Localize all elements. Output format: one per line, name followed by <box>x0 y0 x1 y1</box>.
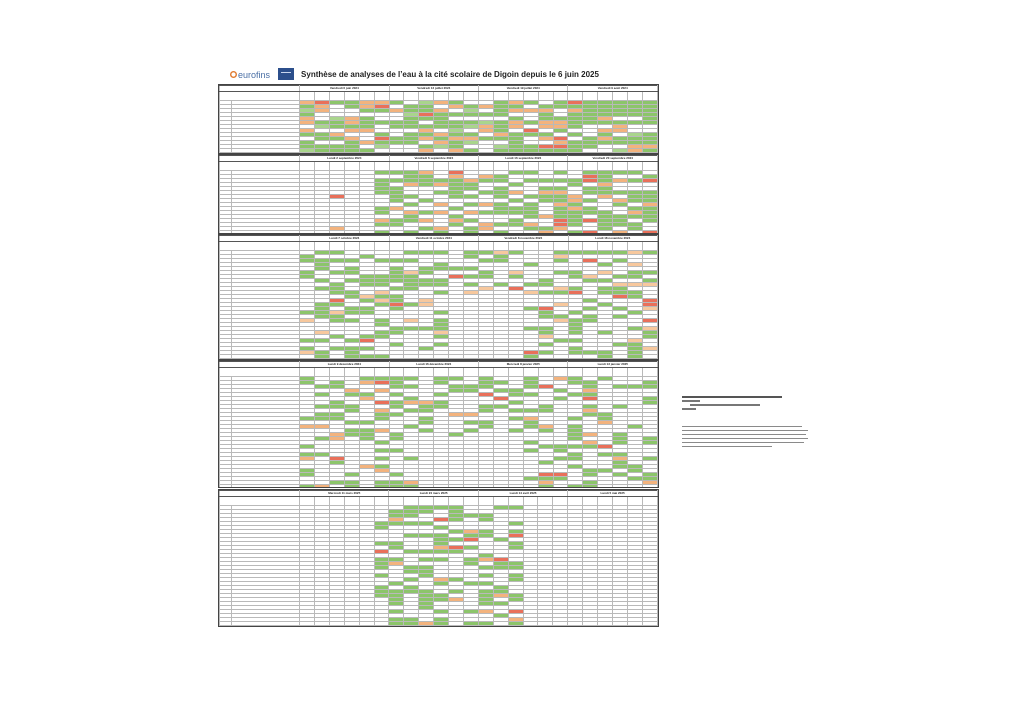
note-line <box>682 396 782 398</box>
sampling-date: Lundi 24 mars 2025 <box>389 491 478 497</box>
table-row <box>220 626 658 628</box>
result-cell <box>493 485 508 489</box>
result-cell <box>344 626 359 628</box>
result-cell <box>314 626 329 628</box>
result-cell <box>419 626 434 628</box>
column-header-row <box>220 162 658 171</box>
sampling-date: Vendredi 8 novembre 2024 <box>479 236 568 242</box>
sampling-date: Vendredi 11 octobre 2024 <box>389 236 478 242</box>
result-cell <box>568 485 583 489</box>
result-cell <box>598 485 613 489</box>
result-cell <box>508 626 523 628</box>
sample-point-cell <box>232 626 300 628</box>
sampling-date: Lundi 9 décembre 2024 <box>300 362 390 368</box>
sampling-date: Vendredi 19 juillet 2024 <box>479 86 568 92</box>
result-cell <box>553 485 568 489</box>
result-cell <box>329 485 344 489</box>
analysis-table <box>219 490 658 627</box>
sampling-date: Vendredi 6 septembre 2024 <box>389 156 478 162</box>
sampling-date: Vendredi 20 septembre 2024 <box>568 156 658 162</box>
result-cell <box>628 485 643 489</box>
result-cell <box>314 485 329 489</box>
analysis-block <box>218 154 659 234</box>
result-cell <box>344 485 359 489</box>
result-cell <box>300 626 315 628</box>
sampling-date: Vendredi 12 juillet 2024 <box>389 86 478 92</box>
note-paragraph <box>682 426 812 447</box>
result-cell <box>583 485 598 489</box>
sampling-date: Lundi 14 avril 2025 <box>478 491 567 497</box>
side-notes <box>682 396 812 450</box>
result-cell <box>464 485 479 489</box>
result-cell <box>374 626 389 628</box>
result-cell <box>642 626 657 628</box>
table-row <box>220 485 658 489</box>
sampling-date: Vendredi 6 juin 2024 <box>300 86 389 92</box>
column-header-row <box>220 368 658 377</box>
page-title: Synthèse de analyses de l’eau à la cité scolaire de Digoin depuis le 6 juin 2025 <box>301 70 599 79</box>
eurofins-logo-icon <box>230 71 237 78</box>
note-line <box>682 400 700 402</box>
analysis-block <box>218 234 659 360</box>
analysis-table <box>219 155 658 234</box>
column-header-row <box>220 497 658 506</box>
institution-logo <box>278 68 294 80</box>
eurofins-logo-text: eurofins <box>238 70 271 80</box>
result-cell <box>419 485 434 489</box>
column-header-row <box>220 92 658 101</box>
result-cell <box>434 626 449 628</box>
analysis-table <box>219 361 658 488</box>
result-cell <box>613 485 628 489</box>
result-cell <box>389 485 404 489</box>
result-cell <box>538 626 553 628</box>
result-cell <box>553 626 568 628</box>
result-cell <box>479 485 494 489</box>
sampling-date: Lundi 16 décembre 2024 <box>389 362 478 368</box>
result-cell <box>612 626 627 628</box>
result-cell <box>300 485 315 489</box>
sample-category-cell <box>220 485 232 489</box>
result-cell <box>329 626 344 628</box>
sampling-date: Lundi 13 janvier 2025 <box>568 362 658 368</box>
analysis-block <box>218 84 659 154</box>
result-cell <box>359 626 374 628</box>
result-cell <box>538 485 553 489</box>
analysis-table <box>219 235 658 360</box>
result-cell <box>523 485 538 489</box>
result-cell <box>404 485 419 489</box>
sample-point-cell <box>232 485 300 489</box>
result-cell <box>404 626 419 628</box>
result-cell <box>508 485 523 489</box>
sample-category-cell <box>220 626 232 628</box>
result-cell <box>359 485 374 489</box>
sampling-date: Lundi 5 mai 2025 <box>568 491 658 497</box>
result-cell <box>643 485 658 489</box>
analysis-block <box>218 489 659 627</box>
analysis-table <box>219 85 658 154</box>
result-cell <box>493 626 508 628</box>
result-cell <box>463 626 478 628</box>
result-cell <box>389 626 404 628</box>
analysis-block <box>218 360 659 488</box>
result-cell <box>374 485 389 489</box>
sampling-date: Mercredi 8 janvier 2025 <box>479 362 568 368</box>
sampling-date: Lundi 7 octobre 2024 <box>300 236 390 242</box>
result-cell <box>598 626 613 628</box>
result-cell <box>449 626 464 628</box>
sampling-date: Lundi 16 septembre 2024 <box>479 156 568 162</box>
result-cell <box>568 626 583 628</box>
result-cell <box>449 485 464 489</box>
result-cell <box>434 485 449 489</box>
sampling-date: Mercredi 11 mars 2025 <box>300 491 389 497</box>
result-cell <box>478 626 493 628</box>
note-line <box>682 408 696 410</box>
result-cell <box>627 626 642 628</box>
result-cell <box>583 626 598 628</box>
note-line <box>690 404 760 406</box>
sampling-date: Lundi 18 novembre 2024 <box>568 236 658 242</box>
column-header-row <box>220 242 658 251</box>
result-cell <box>523 626 538 628</box>
sampling-date: Lundi 2 septembre 2024 <box>300 156 389 162</box>
sampling-date: Vendredi 9 août 2024 <box>568 86 658 92</box>
